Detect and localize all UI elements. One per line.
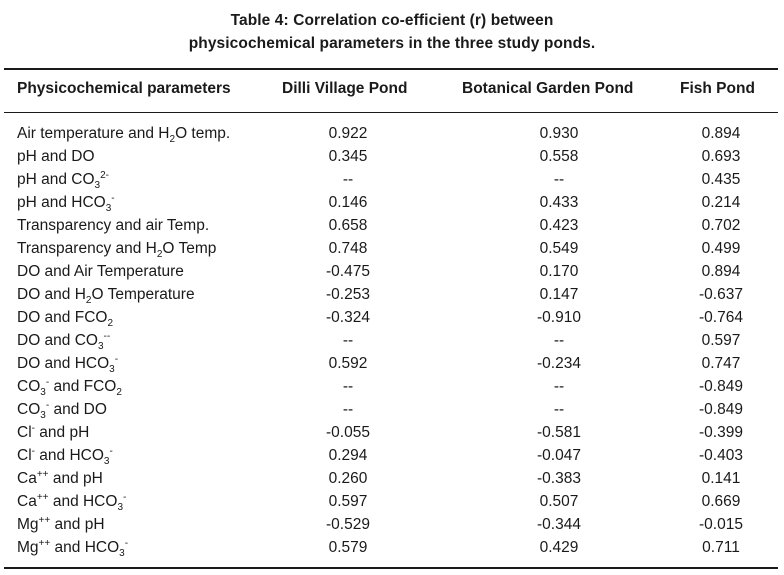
fish-pond-value: 0.747 xyxy=(701,355,741,372)
botanical-garden-value: -0.234 xyxy=(537,355,581,372)
caption-line-2: physicochemical parameters in the three study ponds. xyxy=(188,35,596,52)
parameter-cell xyxy=(17,239,216,259)
table-caption xyxy=(0,9,784,55)
table-row xyxy=(0,308,784,331)
fish-pond-value: 0.711 xyxy=(702,539,740,556)
table-row xyxy=(0,193,784,216)
fish-pond-value: -0.015 xyxy=(699,516,743,533)
parameter-cell xyxy=(17,515,105,535)
fish-pond-value: 0.894 xyxy=(701,125,741,142)
table-row xyxy=(0,354,784,377)
superscript: - xyxy=(45,377,50,388)
table-row xyxy=(0,469,784,492)
botanical-garden-value: -0.047 xyxy=(537,447,581,464)
parameter-cell xyxy=(17,538,128,558)
table-row xyxy=(0,492,784,515)
table-row xyxy=(0,446,784,469)
parameter-text: and HCO xyxy=(34,447,104,464)
superscript: - xyxy=(111,193,115,204)
table-row xyxy=(0,377,784,400)
dilli-village-value: 0.922 xyxy=(328,125,368,142)
subscript: 3 xyxy=(97,341,104,352)
dilli-village-value: -0.324 xyxy=(326,309,370,326)
fish-pond-value: -0.637 xyxy=(699,286,743,303)
table-row xyxy=(0,262,784,285)
dilli-village-value: 0.748 xyxy=(328,240,368,257)
table-row xyxy=(0,124,784,147)
parameter-text: Ca xyxy=(17,493,37,510)
table-row xyxy=(0,170,784,193)
parameter-text: DO and Air Temperature xyxy=(17,263,184,280)
botanical-garden-value: 0.170 xyxy=(539,263,579,280)
botanical-garden-value: -- xyxy=(553,401,565,418)
parameter-text: DO and FCO xyxy=(17,309,108,326)
botanical-garden-value: -- xyxy=(553,171,565,188)
table-body xyxy=(0,124,784,561)
botanical-garden-value: -0.581 xyxy=(537,424,581,441)
parameter-text: O Temp xyxy=(162,240,217,257)
botanical-garden-value: 0.558 xyxy=(539,148,579,165)
parameter-text: O temp. xyxy=(175,125,231,142)
parameter-text: Mg xyxy=(17,539,39,556)
table-row xyxy=(0,331,784,354)
superscript: - xyxy=(45,400,50,411)
superscript: - xyxy=(124,538,129,549)
subscript: 2 xyxy=(85,295,92,306)
parameter-cell xyxy=(17,469,103,489)
superscript: -- xyxy=(103,331,111,342)
fish-pond-value: 0.702 xyxy=(701,217,741,234)
subscript: 2 xyxy=(107,318,114,329)
subscript: 2 xyxy=(156,249,163,260)
parameter-text: pH and HCO xyxy=(17,194,106,211)
dilli-village-value: -0.475 xyxy=(326,263,370,280)
parameter-cell xyxy=(17,285,195,305)
parameter-text: and pH xyxy=(48,470,103,487)
dilli-village-value: -0.529 xyxy=(326,516,370,533)
parameter-cell xyxy=(17,354,118,374)
parameter-text: Ca xyxy=(17,470,37,487)
parameter-cell xyxy=(17,331,110,351)
fish-pond-value: -0.764 xyxy=(699,309,743,326)
parameter-cell xyxy=(17,423,89,443)
table-row xyxy=(0,147,784,170)
subscript: 3 xyxy=(40,387,46,398)
parameter-text: CO xyxy=(17,401,41,418)
botanical-garden-value: 0.423 xyxy=(539,217,579,234)
parameter-text: and pH xyxy=(34,424,90,441)
parameter-text: Cl xyxy=(17,447,32,464)
parameter-cell xyxy=(17,377,122,397)
caption-line-1: Table 4: Correlation co-efficient (r) between xyxy=(230,12,554,29)
fish-pond-value: 0.499 xyxy=(701,240,741,257)
dilli-village-value: -- xyxy=(342,378,354,395)
header-fish-pond: Fish Pond xyxy=(680,80,755,97)
fish-pond-value: 0.214 xyxy=(701,194,741,211)
parameter-cell xyxy=(17,492,126,512)
dilli-village-value: 0.658 xyxy=(328,217,368,234)
table-row xyxy=(0,285,784,308)
header-botanical-garden-pond: Botanical Garden Pond xyxy=(462,80,634,97)
header-parameters: Physicochemical parameters xyxy=(17,80,231,97)
fish-pond-value: -0.403 xyxy=(699,447,743,464)
parameter-text: Transparency and H xyxy=(17,240,157,257)
dilli-village-value: 0.146 xyxy=(328,194,368,211)
botanical-garden-value: -- xyxy=(553,378,565,395)
parameter-cell xyxy=(17,400,107,420)
parameter-text: Cl xyxy=(17,424,32,441)
parameter-cell xyxy=(17,170,109,190)
parameter-text: and pH xyxy=(50,516,105,533)
parameter-text: Air temperature and H xyxy=(17,125,170,142)
parameter-text: pH and DO xyxy=(17,148,95,165)
botanical-garden-value: -0.344 xyxy=(537,516,581,533)
table-row xyxy=(0,538,784,561)
superscript: - xyxy=(123,492,127,503)
dilli-village-value: 0.345 xyxy=(328,148,368,165)
parameter-text: pH and CO xyxy=(17,171,95,188)
dilli-village-value: 0.579 xyxy=(328,539,368,556)
superscript: - xyxy=(31,446,35,457)
parameter-text: and DO xyxy=(49,401,107,418)
header-dilli-village-pond: Dilli Village Pond xyxy=(282,80,408,97)
header-rule xyxy=(4,112,778,113)
fish-pond-value: 0.141 xyxy=(701,470,741,487)
dilli-village-value: 0.260 xyxy=(328,470,368,487)
subscript: 3 xyxy=(103,456,110,467)
fish-pond-value: 0.894 xyxy=(701,263,741,280)
dilli-village-value: -0.055 xyxy=(326,424,370,441)
dilli-village-value: -0.253 xyxy=(326,286,370,303)
superscript: - xyxy=(114,354,119,365)
botanical-garden-value: 0.147 xyxy=(539,286,579,303)
fish-pond-value: -0.849 xyxy=(699,401,743,418)
parameter-cell xyxy=(17,147,95,167)
parameter-text: and FCO xyxy=(49,378,117,395)
table-row xyxy=(0,216,784,239)
botanical-garden-value: -0.910 xyxy=(537,309,581,326)
parameter-text: DO and HCO xyxy=(17,355,110,372)
fish-pond-value: 0.669 xyxy=(701,493,741,510)
table-bottom-rule xyxy=(4,567,778,569)
botanical-garden-value: 0.930 xyxy=(539,125,579,142)
parameter-cell xyxy=(17,193,115,213)
parameter-cell xyxy=(17,124,230,144)
parameter-text: Mg xyxy=(17,516,39,533)
subscript: 3 xyxy=(94,180,101,191)
subscript: 3 xyxy=(117,502,123,513)
superscript: ++ xyxy=(38,538,51,549)
superscript: ++ xyxy=(38,515,51,526)
table-row xyxy=(0,515,784,538)
superscript: - xyxy=(31,423,35,434)
fish-pond-value: 0.435 xyxy=(701,171,741,188)
subscript: 3 xyxy=(105,203,112,214)
table-top-rule xyxy=(4,68,778,70)
dilli-village-value: -- xyxy=(342,332,354,349)
subscript: 2 xyxy=(116,387,122,398)
botanical-garden-value: -0.383 xyxy=(537,470,581,487)
parameter-cell xyxy=(17,308,113,328)
dilli-village-value: -- xyxy=(342,171,354,188)
botanical-garden-value: 0.433 xyxy=(539,194,579,211)
botanical-garden-value: 0.549 xyxy=(539,240,579,257)
fish-pond-value: 0.597 xyxy=(701,332,741,349)
parameter-text: DO and CO xyxy=(17,332,98,349)
dilli-village-value: 0.597 xyxy=(328,493,368,510)
fish-pond-value: -0.849 xyxy=(699,378,743,395)
dilli-village-value: 0.294 xyxy=(328,447,368,464)
table-row xyxy=(0,423,784,446)
dilli-village-value: -- xyxy=(342,401,354,418)
parameter-text: Transparency and air Temp. xyxy=(17,217,210,234)
subscript: 3 xyxy=(119,548,125,559)
parameter-cell xyxy=(17,446,113,466)
superscript: ++ xyxy=(36,492,49,503)
subscript: 2 xyxy=(169,134,176,145)
table-row xyxy=(0,400,784,423)
parameter-text: CO xyxy=(17,378,41,395)
botanical-garden-value: 0.507 xyxy=(539,493,579,510)
subscript: 3 xyxy=(40,410,46,421)
table-row xyxy=(0,239,784,262)
superscript: ++ xyxy=(36,469,49,480)
parameter-cell xyxy=(17,262,184,282)
fish-pond-value: -0.399 xyxy=(699,424,743,441)
subscript: 3 xyxy=(109,364,115,375)
superscript: - xyxy=(109,446,113,457)
parameter-text: O Temperature xyxy=(91,286,195,303)
parameter-text: and HCO xyxy=(50,539,120,556)
parameter-text: and HCO xyxy=(48,493,118,510)
dilli-village-value: 0.592 xyxy=(328,355,368,372)
superscript: 2- xyxy=(100,170,110,181)
parameter-cell xyxy=(17,216,209,236)
parameter-text: DO and H xyxy=(17,286,86,303)
botanical-garden-value: -- xyxy=(553,332,565,349)
botanical-garden-value: 0.429 xyxy=(539,539,579,556)
fish-pond-value: 0.693 xyxy=(701,148,741,165)
